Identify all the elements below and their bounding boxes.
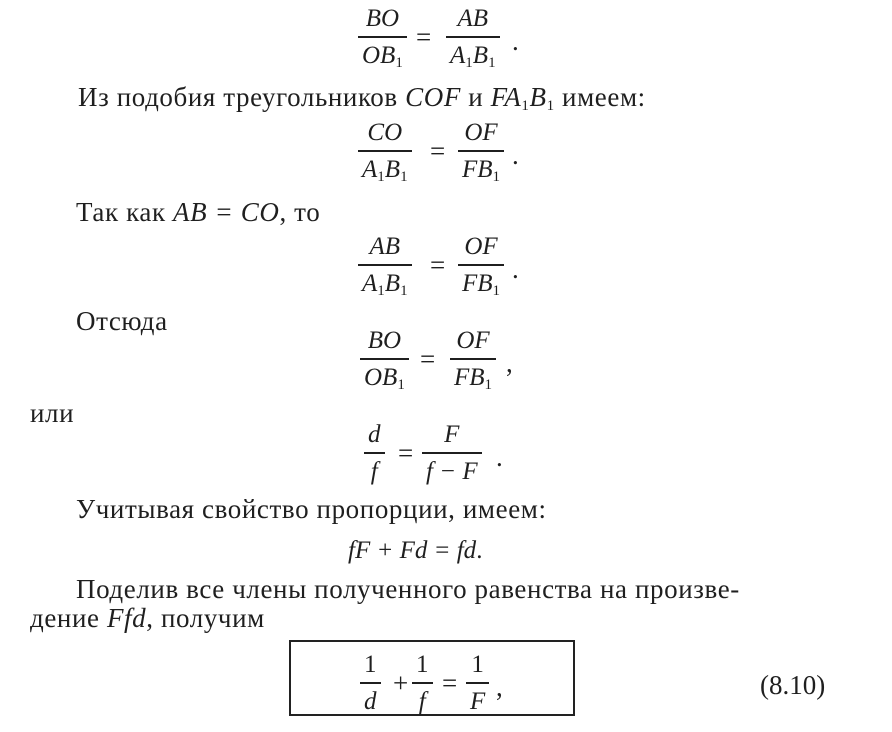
eq2-right-numerator: OF <box>464 119 498 146</box>
eq1-equals: = <box>416 22 432 52</box>
eq7-comma: , <box>496 672 503 702</box>
eq7-equals: = <box>442 668 458 698</box>
eq3-right-numerator: OF <box>464 233 498 260</box>
eq1-period: . <box>512 26 519 56</box>
eq3-equals: = <box>430 250 446 280</box>
eq5-period: . <box>496 442 503 472</box>
eq3-left-numerator: AB <box>369 233 401 260</box>
paragraph-proportion: Учитывая свойство пропорции, имеем: <box>76 494 547 524</box>
paragraph-divide-line1: Поделив все члены полученного равенства на произве- <box>76 574 740 604</box>
eq6-sum: fF + Fd = fd. <box>348 537 483 564</box>
eq7-fraction-1-d <box>360 652 381 714</box>
eq3-left-fraction <box>358 233 412 299</box>
paragraph-similarity: Из подобия треугольников COF и $FA_1B_1$ имеем: <box>78 82 646 114</box>
eq2-left-fraction <box>358 119 412 185</box>
eq4-left-fraction <box>360 327 409 393</box>
eq1-right-denominator: $A_1B_1$ <box>450 42 496 71</box>
eq7-denominator-f: f <box>418 688 426 715</box>
eq4-left-numerator: BO <box>367 327 402 354</box>
eq5-left-denominator: f <box>370 458 378 485</box>
eq7-numerator-3: 1 <box>471 651 484 678</box>
eq4-right-denominator: $FB_1$ <box>454 364 493 393</box>
eq4-equals: = <box>420 344 436 374</box>
eq7-fraction-1-f <box>412 652 433 714</box>
eq1-right-fraction <box>446 5 500 71</box>
eq7-plus: + <box>393 668 409 698</box>
eq1-right-numerator: AB <box>457 5 489 32</box>
eq2-left-numerator: CO <box>367 119 403 146</box>
eq1-left-denominator: $OB_1$ <box>362 42 403 71</box>
eq5-right-numerator: F <box>444 421 460 448</box>
eq3-left-denominator: $A_1B_1$ <box>362 270 408 299</box>
eq3-period: . <box>512 254 519 284</box>
eq4-right-fraction <box>450 327 496 393</box>
eq7-denominator-F: F <box>470 688 486 715</box>
eq3-right-fraction <box>458 233 504 299</box>
eq7-numerator-1: 1 <box>364 651 377 678</box>
eq4-left-denominator: $OB_1$ <box>364 364 405 393</box>
eq1-left-fraction <box>358 5 407 71</box>
equation-number: (8.10) <box>760 670 826 700</box>
eq7-denominator-d: d <box>364 688 377 715</box>
eq2-equals: = <box>430 136 446 166</box>
eq5-right-fraction <box>422 422 482 484</box>
eq5-left-fraction <box>364 422 385 484</box>
eq2-period: . <box>512 140 519 170</box>
eq7-fraction-1-F <box>466 652 489 714</box>
paragraph-divide-line2: дение Ffd, получим <box>30 603 265 633</box>
eq5-equals: = <box>398 438 414 468</box>
eq1-left-numerator: BO <box>365 5 400 32</box>
paragraph-since: Так как AB = CO, то <box>76 197 321 227</box>
eq3-right-denominator: $FB_1$ <box>462 270 501 299</box>
eq2-left-denominator: $A_1B_1$ <box>362 156 408 185</box>
eq7-numerator-2: 1 <box>416 651 429 678</box>
paragraph-hence: Отсюда <box>76 306 168 336</box>
eq2-right-fraction <box>458 119 504 185</box>
eq2-right-denominator: $FB_1$ <box>462 156 501 185</box>
eq4-comma: , <box>506 348 513 378</box>
paragraph-or: или <box>30 398 75 428</box>
eq4-right-numerator: OF <box>456 327 490 354</box>
eq5-left-numerator: d <box>368 421 381 448</box>
eq5-right-denominator: f − F <box>426 458 478 485</box>
